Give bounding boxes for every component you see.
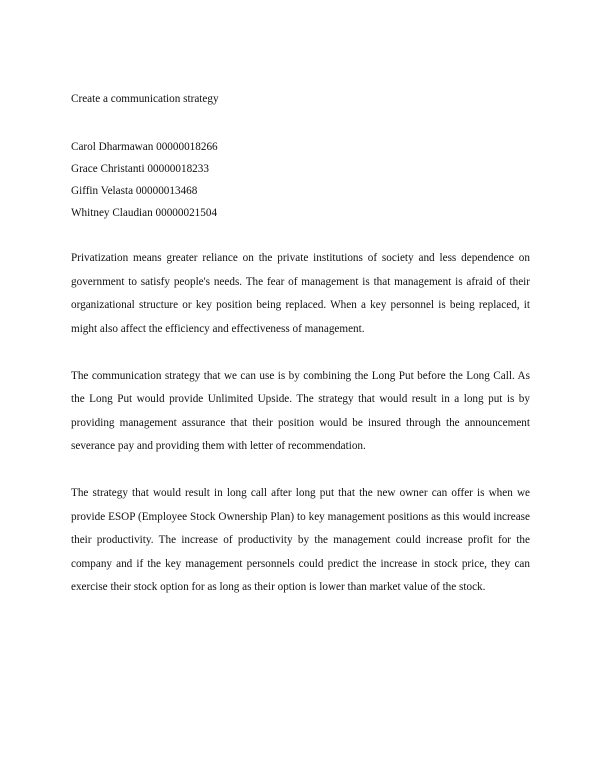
- document-title: Create a communication strategy: [71, 93, 219, 105]
- paragraph-communication-strategy: The communication strategy that we can use is by combining the Long Put before the Long Call. As the Long Put would provide Unlimited Upside. The strategy that would result in a long put is by providing management assurance that their position would be insured through the announcement severance pay and providing them with letter of recommendation.: [71, 369, 530, 452]
- author-line: Carol Dharmawan 00000018266: [71, 141, 218, 153]
- document-page: [71, 88, 530, 600]
- paragraph-esop-strategy: The strategy that would result in long call after long put that the new owner can offer is when we provide ESOP (Employee Stock Ownership Plan) to key management positions as this would increase their productivity. The increase of productivity by the management could increase profit for the company and if the key management personnels could predict the increase in stock price, they can exercise their stock option for as long as their option is lower than market value of the stock.: [71, 487, 530, 593]
- author-list: [71, 136, 530, 224]
- author-line: Grace Christanti 00000018233: [71, 163, 209, 175]
- paragraph-privatization: Privatization means greater reliance on the private institutions of society and less dependence on government to satisfy people's needs. The fear of management is that management is afraid of their organizational structure or key position being replaced. When a key personnel is being replaced, it might also affect the efficiency and effectiveness of management.: [71, 252, 530, 335]
- author-line: Whitney Claudian 00000021504: [71, 207, 218, 219]
- author-line: Giffin Velasta 00000013468: [71, 185, 198, 197]
